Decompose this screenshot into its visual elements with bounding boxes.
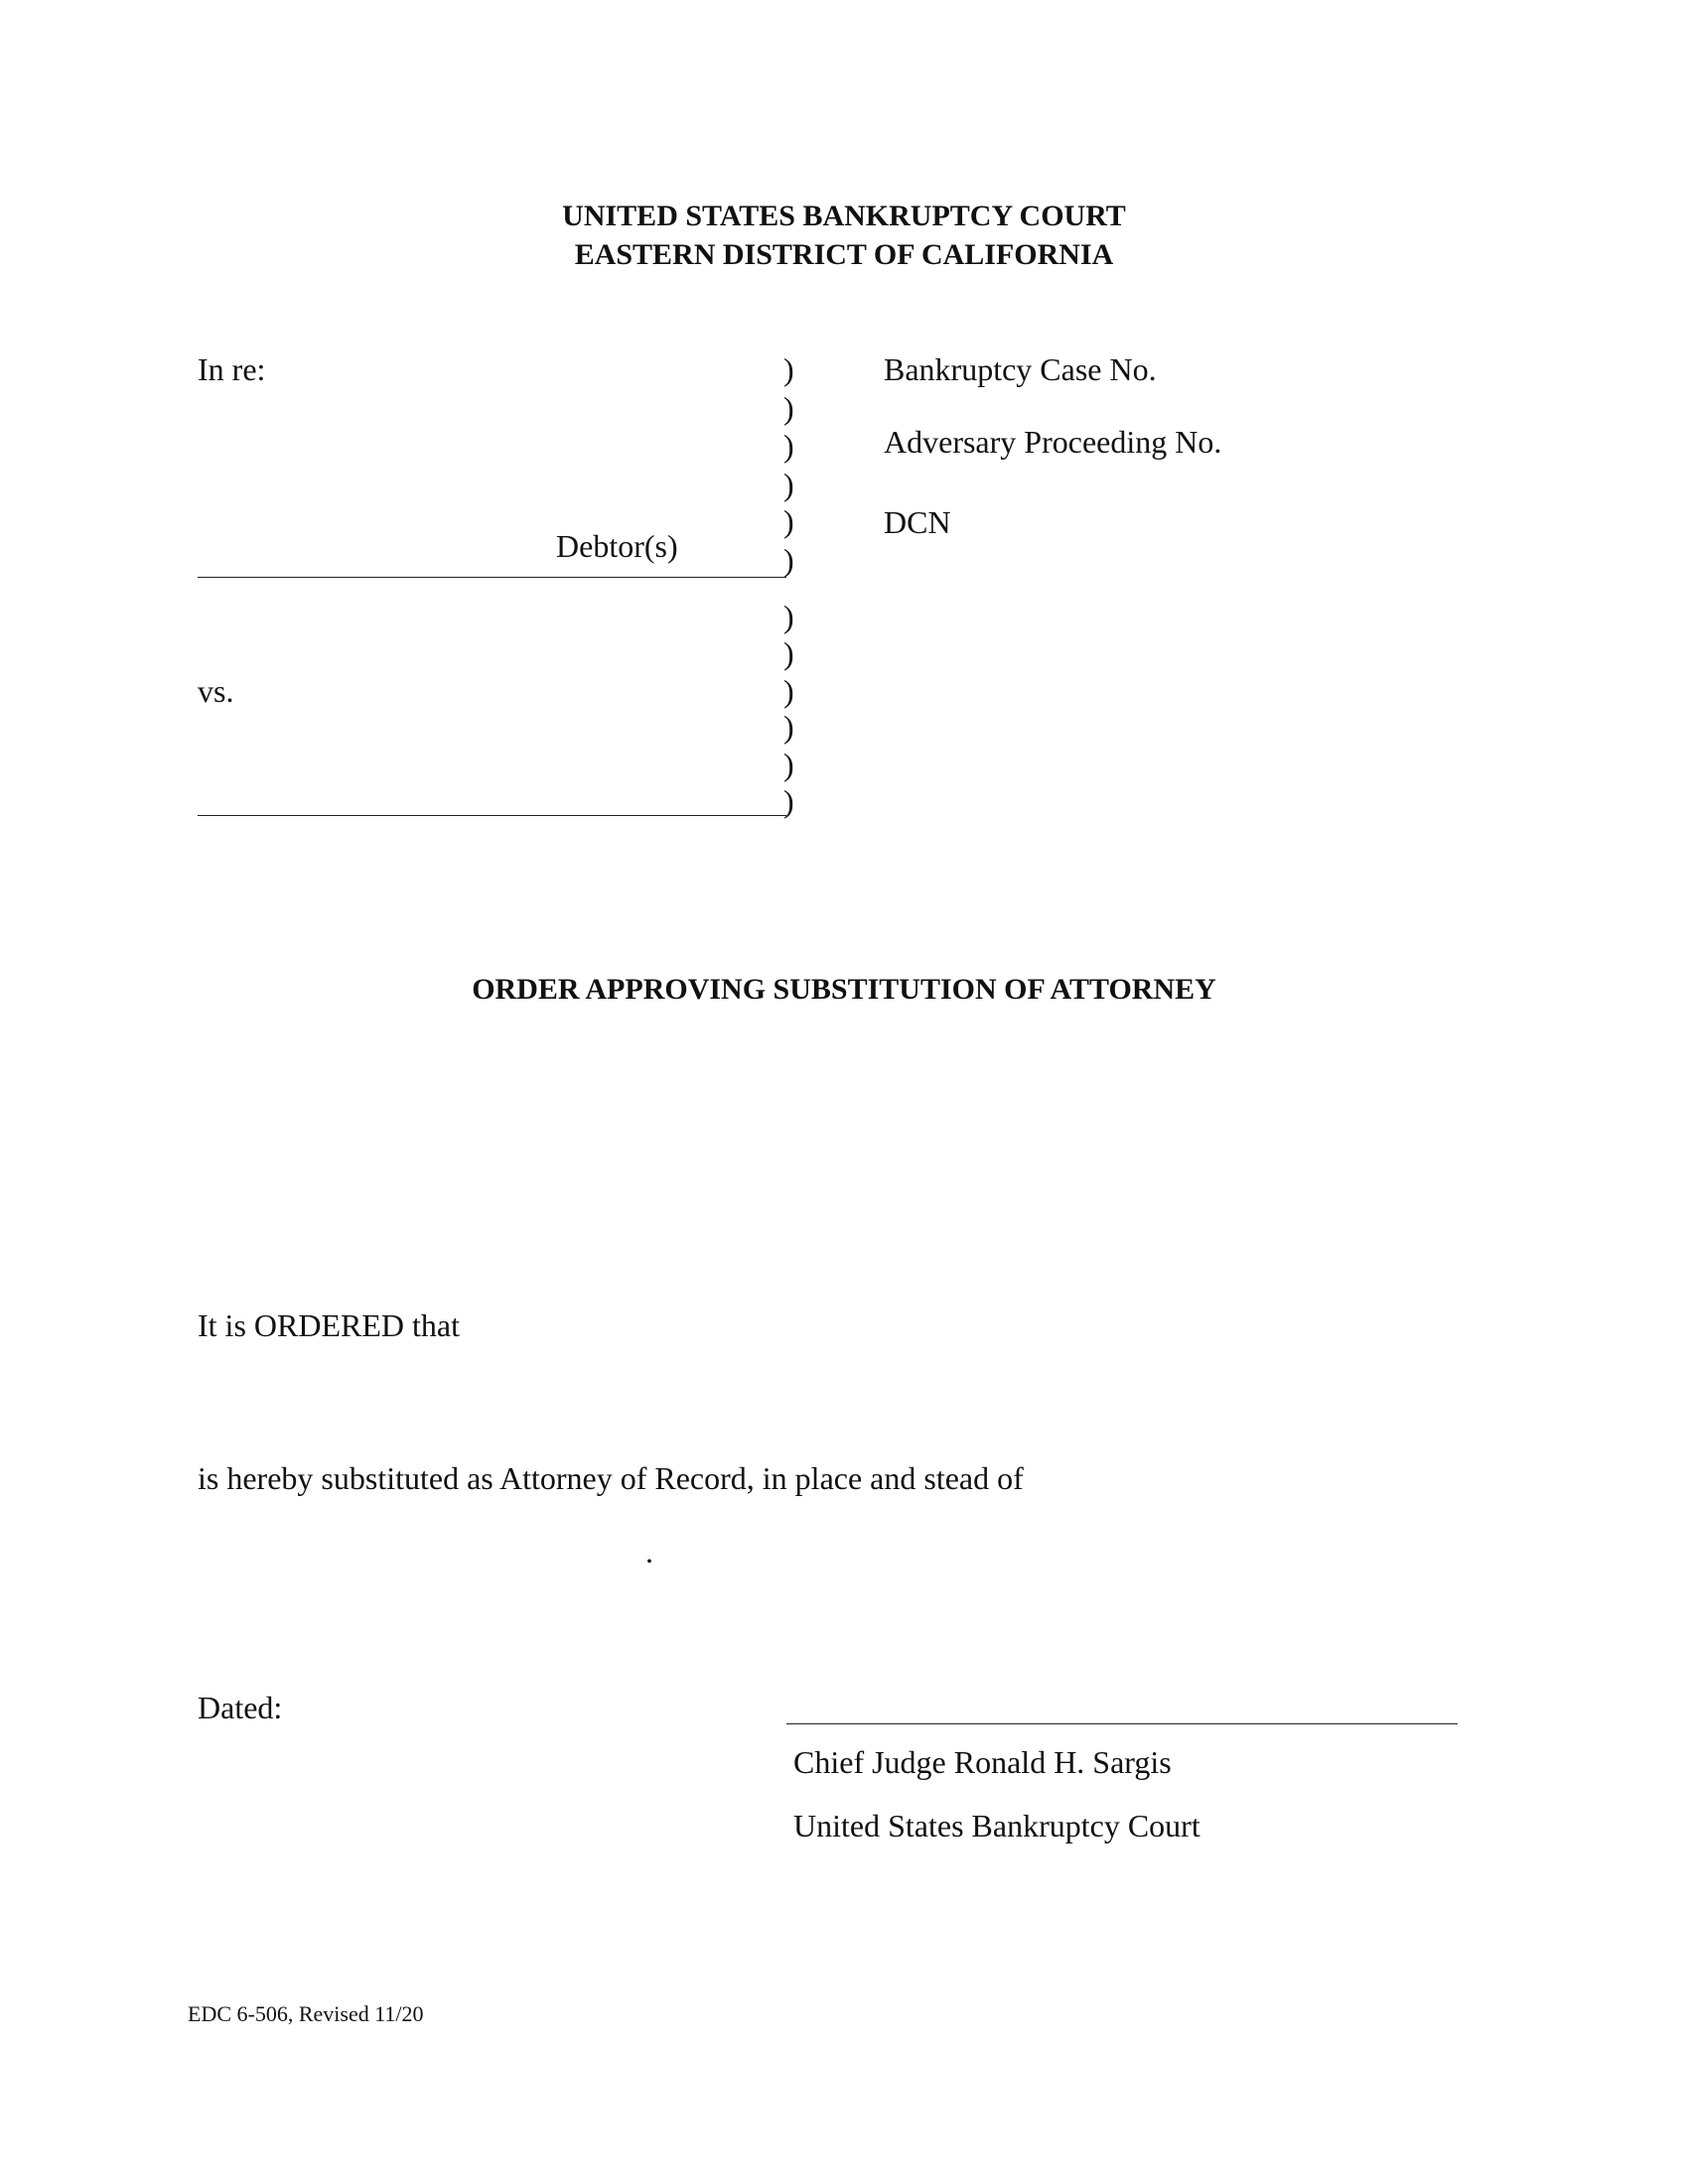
caption-paren: ) xyxy=(783,635,794,671)
caption-paren: ) xyxy=(783,467,794,502)
court-district: EASTERN DISTRICT OF CALIFORNIA xyxy=(574,238,1114,271)
party-divider xyxy=(198,815,786,816)
court-name: UNITED STATES BANKRUPTCY COURT xyxy=(562,200,1126,232)
caption-paren: ) xyxy=(783,783,794,819)
case-number-label: Bankruptcy Case No. xyxy=(884,351,1157,387)
caption-paren: ) xyxy=(783,351,794,387)
caption-paren: ) xyxy=(783,542,794,578)
caption-paren: ) xyxy=(783,503,794,539)
dcn-label: DCN xyxy=(884,504,951,540)
caption-paren: ) xyxy=(783,428,794,464)
judge-court: United States Bankruptcy Court xyxy=(793,1808,1200,1843)
ordered-text: It is ORDERED that xyxy=(198,1307,460,1343)
form-id: EDC 6-506, Revised 11/20 xyxy=(188,2001,424,2026)
dated-label: Dated: xyxy=(198,1690,283,1725)
caption-paren: ) xyxy=(783,673,794,709)
in-re-label: In re: xyxy=(198,351,266,387)
adversary-number-label: Adversary Proceeding No. xyxy=(884,424,1222,460)
signature-line xyxy=(786,1723,1458,1724)
debtors-label: Debtor(s) xyxy=(556,528,678,564)
judge-name: Chief Judge Ronald H. Sargis xyxy=(793,1744,1172,1780)
order-title: ORDER APPROVING SUBSTITUTION OF ATTORNEY xyxy=(472,973,1216,1006)
caption-paren: ) xyxy=(783,709,794,745)
caption-paren: ) xyxy=(783,599,794,634)
substitution-text: is hereby substituted as Attorney of Record, in place and stead of xyxy=(198,1460,1024,1496)
debtor-divider xyxy=(198,577,786,578)
caption-paren: ) xyxy=(783,390,794,426)
vs-label: vs. xyxy=(198,673,234,709)
caption-paren: ) xyxy=(783,747,794,782)
period: . xyxy=(645,1534,653,1570)
